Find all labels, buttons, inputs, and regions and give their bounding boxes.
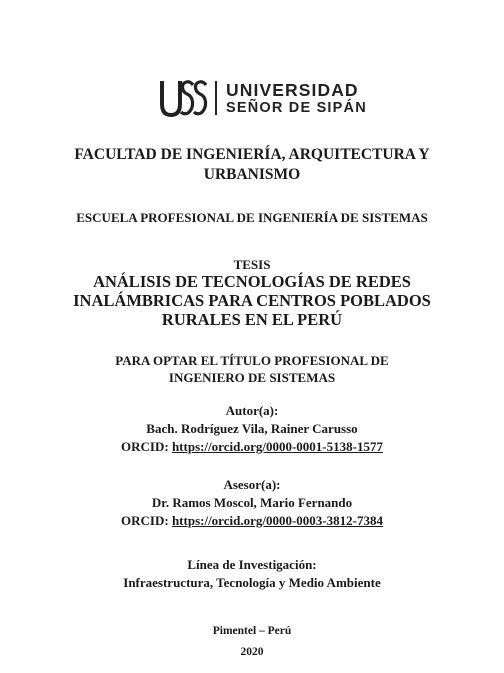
author-orcid [0, 439, 504, 455]
advisor-orcid-label: ORCID: [121, 513, 172, 528]
degree-line1: PARA OPTAR EL TÍTULO PROFESIONAL DE [115, 353, 389, 368]
university-logo [160, 78, 370, 118]
author-orcid-link[interactable]: https://orcid.org/0000-0001-5138-1577 [171, 439, 383, 454]
degree-line2: INGENIERO DE SISTEMAS [168, 370, 336, 385]
uss-monogram-icon [160, 78, 208, 118]
school-name: ESCUELA PROFESIONAL DE INGENIERÍA DE SISTEMAS [76, 210, 428, 225]
author-label: Autor(a): [225, 403, 279, 418]
thesis-label: TESIS [233, 257, 271, 272]
research-line-value: Infraestructura, Tecnología y Medio Ambiente [123, 575, 381, 590]
advisor-orcid-link[interactable]: https://orcid.org/0000-0003-3812-7384 [171, 513, 383, 528]
faculty-line2: URBANISMO [203, 166, 301, 183]
advisor-label: Asesor(a): [223, 477, 281, 492]
university-name-line2: SEÑOR DE SIPÁN [226, 100, 367, 116]
author-orcid-label: ORCID: [121, 439, 172, 454]
thesis-title-line3: RURALES EN EL PERÚ [161, 310, 343, 329]
year: 2020 [240, 646, 264, 658]
place: Pimentel – Perú [212, 625, 292, 637]
author-name: Bach. Rodríguez Vila, Rainer Carusso [146, 421, 358, 436]
advisor-name: Dr. Ramos Moscol, Mario Fernando [151, 495, 353, 510]
research-line-label: Línea de Investigación: [187, 557, 317, 572]
thesis-title-line2: INALÁMBRICAS PARA CENTROS POBLADOS [73, 291, 431, 310]
logo-divider [215, 81, 217, 115]
advisor-orcid [0, 513, 504, 529]
university-name-line1: UNIVERSIDAD [226, 80, 359, 100]
faculty-line1: FACULTAD DE INGENIERÍA, ARQUITECTURA Y [74, 146, 430, 163]
thesis-title-line1: ANÁLISIS DE TECNOLOGÍAS DE REDES [93, 272, 411, 291]
